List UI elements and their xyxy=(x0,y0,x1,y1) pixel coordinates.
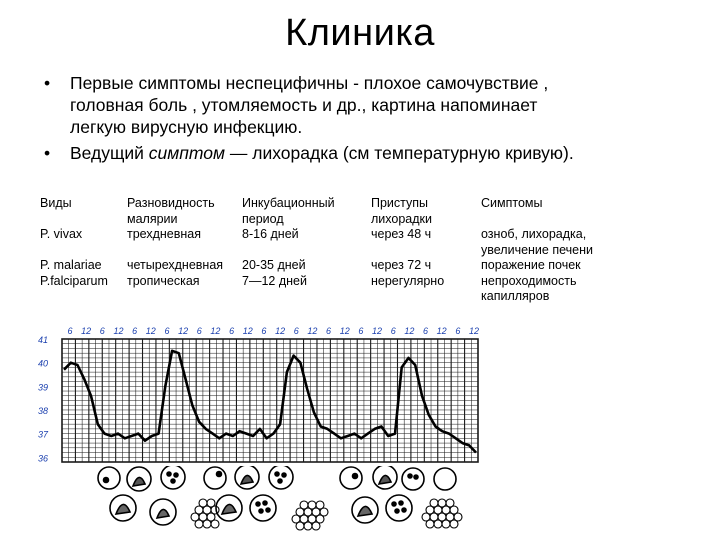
table-row xyxy=(40,243,640,259)
y-tick-label: 37 xyxy=(38,429,49,440)
table-cell: 8-16 дней xyxy=(242,227,299,241)
bullet-2-emphasis: симптом xyxy=(148,143,226,163)
bullet-dot-icon: • xyxy=(44,73,51,93)
table-cell: тропическая xyxy=(127,273,200,288)
x-tick-label: 12 xyxy=(339,326,350,336)
erythrocyte-ring-stage-icon xyxy=(340,467,362,489)
header-attacks: Приступы лихорадки xyxy=(371,196,432,226)
table-header-row xyxy=(40,196,640,227)
y-tick-label: 40 xyxy=(38,358,49,369)
temperature-curve-chart xyxy=(36,325,486,465)
bullet-1-line-1: Первые симптомы неспецифичны - плохое самочувствие , xyxy=(70,73,549,93)
bullet-2-prefix: Ведущий xyxy=(70,143,149,163)
x-tick-label: 12 xyxy=(81,326,92,336)
x-tick-label: 6 xyxy=(67,326,73,336)
x-tick-label: 6 xyxy=(293,326,299,336)
y-tick-label: 38 xyxy=(38,405,49,416)
x-tick-label: 12 xyxy=(404,326,415,336)
parasite-stages-illustration xyxy=(95,466,475,538)
erythrocyte-schizont-icon xyxy=(402,468,424,490)
x-tick-label: 6 xyxy=(390,326,396,336)
table-cell: увеличение печени xyxy=(481,242,593,257)
merozoite-cluster-icon xyxy=(292,501,328,530)
merozoite-cluster-icon xyxy=(422,499,462,528)
table-cell: трехдневная xyxy=(127,227,202,241)
header-incubation: Инкубационный период xyxy=(242,196,335,226)
bullet-item-1 xyxy=(44,72,694,138)
x-tick-label: 6 xyxy=(164,326,170,336)
table-cell: нерегулярно xyxy=(371,273,445,288)
table-cell: P.falciparum xyxy=(40,273,108,288)
x-tick-label: 6 xyxy=(423,326,429,336)
y-tick-label: 41 xyxy=(38,335,49,345)
table-cell: P. malariae xyxy=(40,258,102,272)
x-tick-label: 6 xyxy=(326,326,332,336)
bullet-2-text xyxy=(70,142,694,164)
table-row xyxy=(40,289,640,305)
bullet-1-line-2: головная боль , утомляемость и др., картина напоминает xyxy=(70,95,538,115)
x-tick-label: 6 xyxy=(229,326,235,336)
table-cell: 20-35 дней xyxy=(242,258,306,272)
erythrocyte-schizont-icon xyxy=(250,495,276,521)
x-tick-label: 12 xyxy=(242,326,253,336)
erythrocyte-schizont-icon xyxy=(269,466,293,489)
table-cell: через 72 ч xyxy=(371,258,432,272)
header-variety: Разновидность малярии xyxy=(127,196,215,226)
erythrocyte-schizont-icon xyxy=(161,466,185,489)
header-symptoms: Симптомы xyxy=(481,196,543,210)
bullet-list xyxy=(44,72,694,168)
x-tick-label: 6 xyxy=(455,326,461,336)
bullet-2-suffix: — лихорадка (см температурную кривую). xyxy=(225,143,574,163)
table-cell: P. vivax xyxy=(40,227,83,241)
table-cell: непроходимость xyxy=(481,273,577,288)
table-cell: четырехдневная xyxy=(127,258,224,272)
table-cell: поражение почек xyxy=(481,258,581,272)
bullet-1-line-3: легкую вирусную инфекцию. xyxy=(70,117,303,137)
x-tick-label: 12 xyxy=(145,326,156,336)
merozoite-cluster-icon xyxy=(191,499,219,528)
x-tick-label: 6 xyxy=(261,326,267,336)
x-tick-label: 12 xyxy=(275,326,286,336)
y-tick-label: 36 xyxy=(38,453,49,464)
erythrocyte-icon xyxy=(434,468,456,490)
x-tick-label: 12 xyxy=(113,326,124,336)
bullet-item-2 xyxy=(44,142,694,164)
erythrocyte-schizont-icon xyxy=(386,495,412,521)
malaria-table xyxy=(40,196,640,305)
x-tick-label: 12 xyxy=(307,326,318,336)
x-tick-label: 6 xyxy=(99,326,105,336)
bullet-dot-icon: • xyxy=(44,143,51,163)
x-tick-label: 12 xyxy=(372,326,383,336)
x-tick-label: 6 xyxy=(358,326,364,336)
x-tick-label: 12 xyxy=(436,326,447,336)
x-tick-label: 12 xyxy=(178,326,189,336)
slide-title: Клиника xyxy=(285,12,435,54)
erythrocyte-ring-stage-icon xyxy=(98,467,120,489)
x-tick-label: 6 xyxy=(196,326,202,336)
table-cell: через 48 ч xyxy=(371,227,432,241)
y-tick-label: 39 xyxy=(38,382,49,393)
table-row xyxy=(40,227,640,243)
table-cell: озноб, лихорадка, xyxy=(481,227,587,241)
x-tick-label: 12 xyxy=(468,326,480,336)
table-cell: капилляров xyxy=(481,289,550,303)
table-cell: 7—12 дней xyxy=(242,273,307,288)
header-species: Виды xyxy=(40,196,72,210)
x-tick-label: 12 xyxy=(210,326,221,336)
x-tick-label: 6 xyxy=(132,326,138,336)
erythrocyte-ring-stage-icon xyxy=(204,467,226,489)
table-row xyxy=(40,274,640,290)
table-row xyxy=(40,258,640,274)
